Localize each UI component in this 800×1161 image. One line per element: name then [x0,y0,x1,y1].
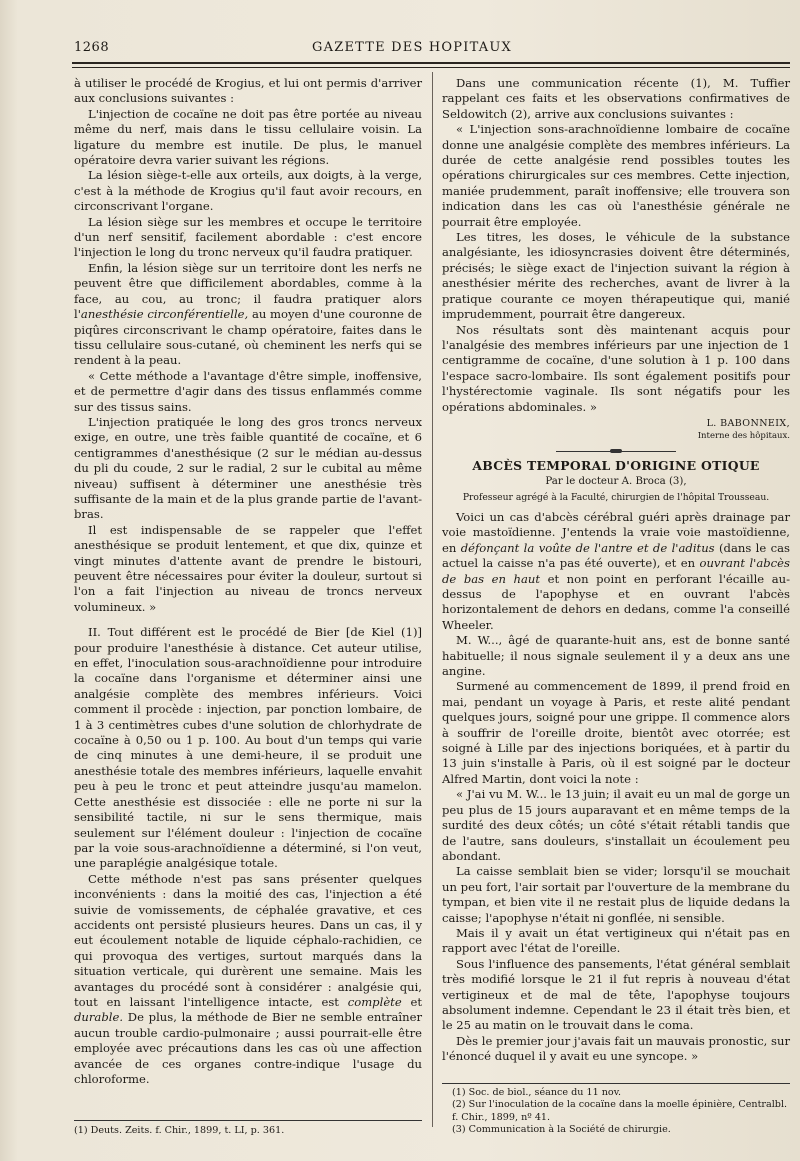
journal-title: GAZETTE DES HOPITAUX [312,40,512,55]
header-rule-thin [72,67,790,68]
footnote: (1) Deuts. Zeits. f. Chir., 1899, t. LI, p. 361. [74,1125,285,1136]
paragraph: « Cette méthode a l'avantage d'être simple, inoffensive, et de permettre d'agir dans des tissus enflammés comme sur des tissus sains. [74,368,422,414]
paragraph: Surmené au commencement de 1899, il prend froid en mai, pendant un voyage à Paris, et reste alité pendant quelques jours, soigné pour une grippe. Il commence alors à souffrir de l'oreille droite, bientôt avec otorrée; est soigné à Lille par des injections boriquées, et à partir du 13 juin s'installe à Paris, où il est soigné par le docteur Alfred Martin, dont voici la note : [442,679,790,786]
paragraph: La lésion siège sur les membres et occupe le territoire d'un nerf sensitif, facilement abordable : c'est encore l'injection le long du tronc nerveux qu'il faudra pratiquer. [74,214,422,260]
header-rule [72,62,790,64]
paragraph: Mais il y avait un état vertigineux qui n'était pas en rapport avec l'état de l'oreille. [442,925,790,956]
column-divider [432,72,433,1127]
paragraph: La lésion siège-t-elle aux orteils, aux doigts, à la verge, c'est à la méthode de Krogius qu'il faut avoir recours, en circonscrivant l'organe. [74,168,422,214]
page-number: 1268 [74,40,110,55]
right-column [442,76,790,1065]
footnote-rule [442,1083,790,1084]
paragraph: Voici un cas d'abcès cérébral guéri après drainage par voie mastoïdienne. J'entends la vraie voie mastoïdienne, en défonçant la voûte de l'antre et de l'aditus (dans le cas actuel la caisse n'a pas été ouverte), et en ouvrant l'abcès de bas en haut et non point en perforant l'écaille au-dessus de l'apophyse et en ouvrant l'abcès horizontalement de dehors en dedans, comme l'a conseillé Wheeler. [442,509,791,632]
signature: L. BABONNEIX, [706,417,790,429]
footnote-rule [74,1120,422,1121]
paragraph: Les titres, les doses, le véhicule de la substance analgésiante, les idiosyncrasies doivent être déterminés, précisés; le siège exact de l'injection suivant la région à anesthésier mérite des recherches, avant de livrer à la pratique courante ce moyen thérapeutique qui, manié imprudemment, pourrait être dangereux. [442,230,790,322]
italic-term: complète [347,994,402,1009]
footnote: (1) Soc. de biol., séance du 11 nov. [452,1087,622,1098]
left-footnotes [74,1120,422,1137]
byline: Par le docteur A. Broca (3), [545,476,687,488]
article-title: ABCÈS TEMPORAL D'ORIGINE OTIQUE [472,457,760,473]
signature-role: Interne des hôpitaux. [697,431,790,442]
right-footnotes [442,1083,790,1137]
paragraph: Sous l'influence des pansements, l'état général semblait très modifié lorsque le 21 il fut repris à nouveau d'état vertigineux et de mal de tête, l'apophyse toujours absolument indemne. Cependant le 23 il était très bien, et le 25 au matin on le trouvait dans le coma. [442,956,790,1033]
paragraph: Cette méthode n'est pas sans présenter quelques inconvénients : dans la moitié des cas, l'injection a été suivie de vomissements, de céphalée gravative, et ces accidents ont persisté plusieurs heures. Dans un cas, il y eut écoulement notable de liquide céphalo-rachidien, ce qui provoqua des vertiges, surtout marqués dans la situation verticale, qui durèrent une semaine. Mais les avantages du procédé sont à considérer : analgésie qui, tout en laissant l'intelligence intacte, est complète et durable. De plus, la méthode de Bier ne semble entraîner aucun trouble cardio-pulmonaire ; aussi pourrait-elle être employée avec précautions dans les cas où une affection avancée de ces organes contre-indique l'usage du chloroforme. [74,871,422,1086]
paragraph: Enfin, la lésion siège sur un territoire dont les nerfs ne peuvent être que difficilement abordables, comme à la face, au cou, au tronc; il faudra pratiquer alors l'anesthésie circonférentielle, au moyen d'une couronne de piqûres circonscrivant le champ opératoire, faites dans le tissu cellulaire sous-cutané, où cheminent les nerfs qui se rendent à la peau. [74,260,422,368]
italic-term: durable. [74,1010,124,1025]
paragraph: M. W..., âgé de quarante-huit ans, est de bonne santé habituelle; il nous signale seulement il y a deux ans une angine. [442,633,790,679]
byline-role: Professeur agrégé à la Faculté, chirurgien de l'hôpital Trousseau. [462,491,770,503]
paragraph: L'injection de cocaïne ne doit pas être portée au niveau même du nerf, mais dans le tissu cellulaire voisin. La ligature du membre est inutile. De plus, le manuel opératoire devra varier suivant les régions. [74,106,422,168]
paragraph: Dans une communication récente (1), M. Tuffier rappelant ces faits et les observations confirmatives de Seldowitch (2), arrive aux conclusions suivantes : [442,76,790,121]
italic-term: défonçant la voûte de l'antre et de l'aditus [460,540,715,555]
page-header [74,40,750,60]
paragraph: Dès le premier jour j'avais fait un mauvais pronostic, sur l'énoncé duquel il y avait eu une syncope. » [442,1033,791,1064]
paragraph-section-ii: II. Tout différent est le procédé de Bier [de Kiel (1)] pour produire l'anesthésie à distance. Cet auteur utilise, en effet, l'inoculation sous-arachnoïdienne pour introduire la cocaïne dans l'organisme et déterminer ainsi une analgésie complète des membres inférieurs. Voici comment il procède : injection, par ponction lombaire, de 1 à 3 centimètres cubes d'une solution de chlorhydrate de cocaïne à 0,50 ou 1 p. 100. Au bout d'un temps qui varie de cinq minutes à une demi-heure, il se produit une anesthésie totale des membres inférieurs, laquelle envahit peu à peu le tronc et peut atteindre jusqu'au mamelon. Cette anesthésie est dissociée : elle ne porte ni sur la sensibilité tactile, ni sur le sens thermique, mais seulement sur l'élément douleur : l'injection de cocaïne par la voie sous-arachnoïdienne a déterminé, si l'on veut, une paraplégie analgésique totale. [74,625,422,871]
paragraph: Nos résultats sont dès maintenant acquis pour l'analgésie des membres inférieurs par une injection de 1 centigramme de cocaïne, d'une solution à 1 p. 100 dans l'espace sacro-lombaire. Ils sont également positifs pour l'hystérectomie vaginale. Ils sont négatifs pour les opérations abdominales. » [442,322,790,414]
footnote: (3) Communication à la Société de chirurgie. [452,1124,671,1136]
paragraph: La caisse semblait bien se vider; lorsqu'il se mouchait un peu fort, l'air sortait par l'ouverture de la membrane du tympan, et bien vite il ne restait plus de liquide dedans la caisse; l'apophyse n'était ni gonflée, ni sensible. [442,864,790,925]
paragraph: Il est indispensable de se rappeler que l'effet anesthésique se produit lentement, et que dix, quinze et vingt minutes d'attente avant de prendre le bistouri, peuvent être nécessaires pour éviter la douleur, surtout si l'on a fait l'injection au niveau de troncs nerveux volumineux. » [74,522,422,614]
paragraph: L'injection pratiquée le long des gros troncs nerveux exige, en outre, une très faible quantité de cocaïne, et 6 centigrammes d'anesthésique (2 sur le médian au-dessus du pli du coude, 2 sur le radial, 2 sur le cubital au même niveau) suffisent à déterminer une anesthésie très suffisante de la main et de la plus grande partie de l'avant-bras. [74,414,422,522]
section-separator [556,451,676,452]
paragraph: « L'injection sons-arachnoïdienne lombaire de cocaïne donne une analgésie complète des membres inférieurs. La durée de cette analgésie rend possibles toutes les opérations chirurgicales sur ces membres. Cette injection, maniée prudemment, paraît inoffensive; elle trouvera son indication dans les cas où l'anesthésie générale ne pourrait être employée. [442,122,790,229]
left-column [74,76,422,1087]
paragraph: « J'ai vu M. W... le 13 juin; il avait eu un mal de gorge un peu plus de 15 jours auparavant et en même temps de la surdité des deux côtés; un côté s'était rétabli tandis que de l'autre, sans douleurs, s'installait un écoulement peu abondant. [442,787,790,863]
italic-term: ouvrant l'abcès de bas en haut [442,556,790,586]
paragraph: à utiliser le procédé de Krogius, et lui ont permis d'arriver aux conclusions suivantes : [74,76,422,106]
italic-term: anesthésie circonférentielle, [80,307,249,322]
footnote: (2) Sur l'inoculation de la cocaïne dans la moelle épinière, Centralbl. f. Chir., 1899, nº 41. [452,1099,788,1123]
